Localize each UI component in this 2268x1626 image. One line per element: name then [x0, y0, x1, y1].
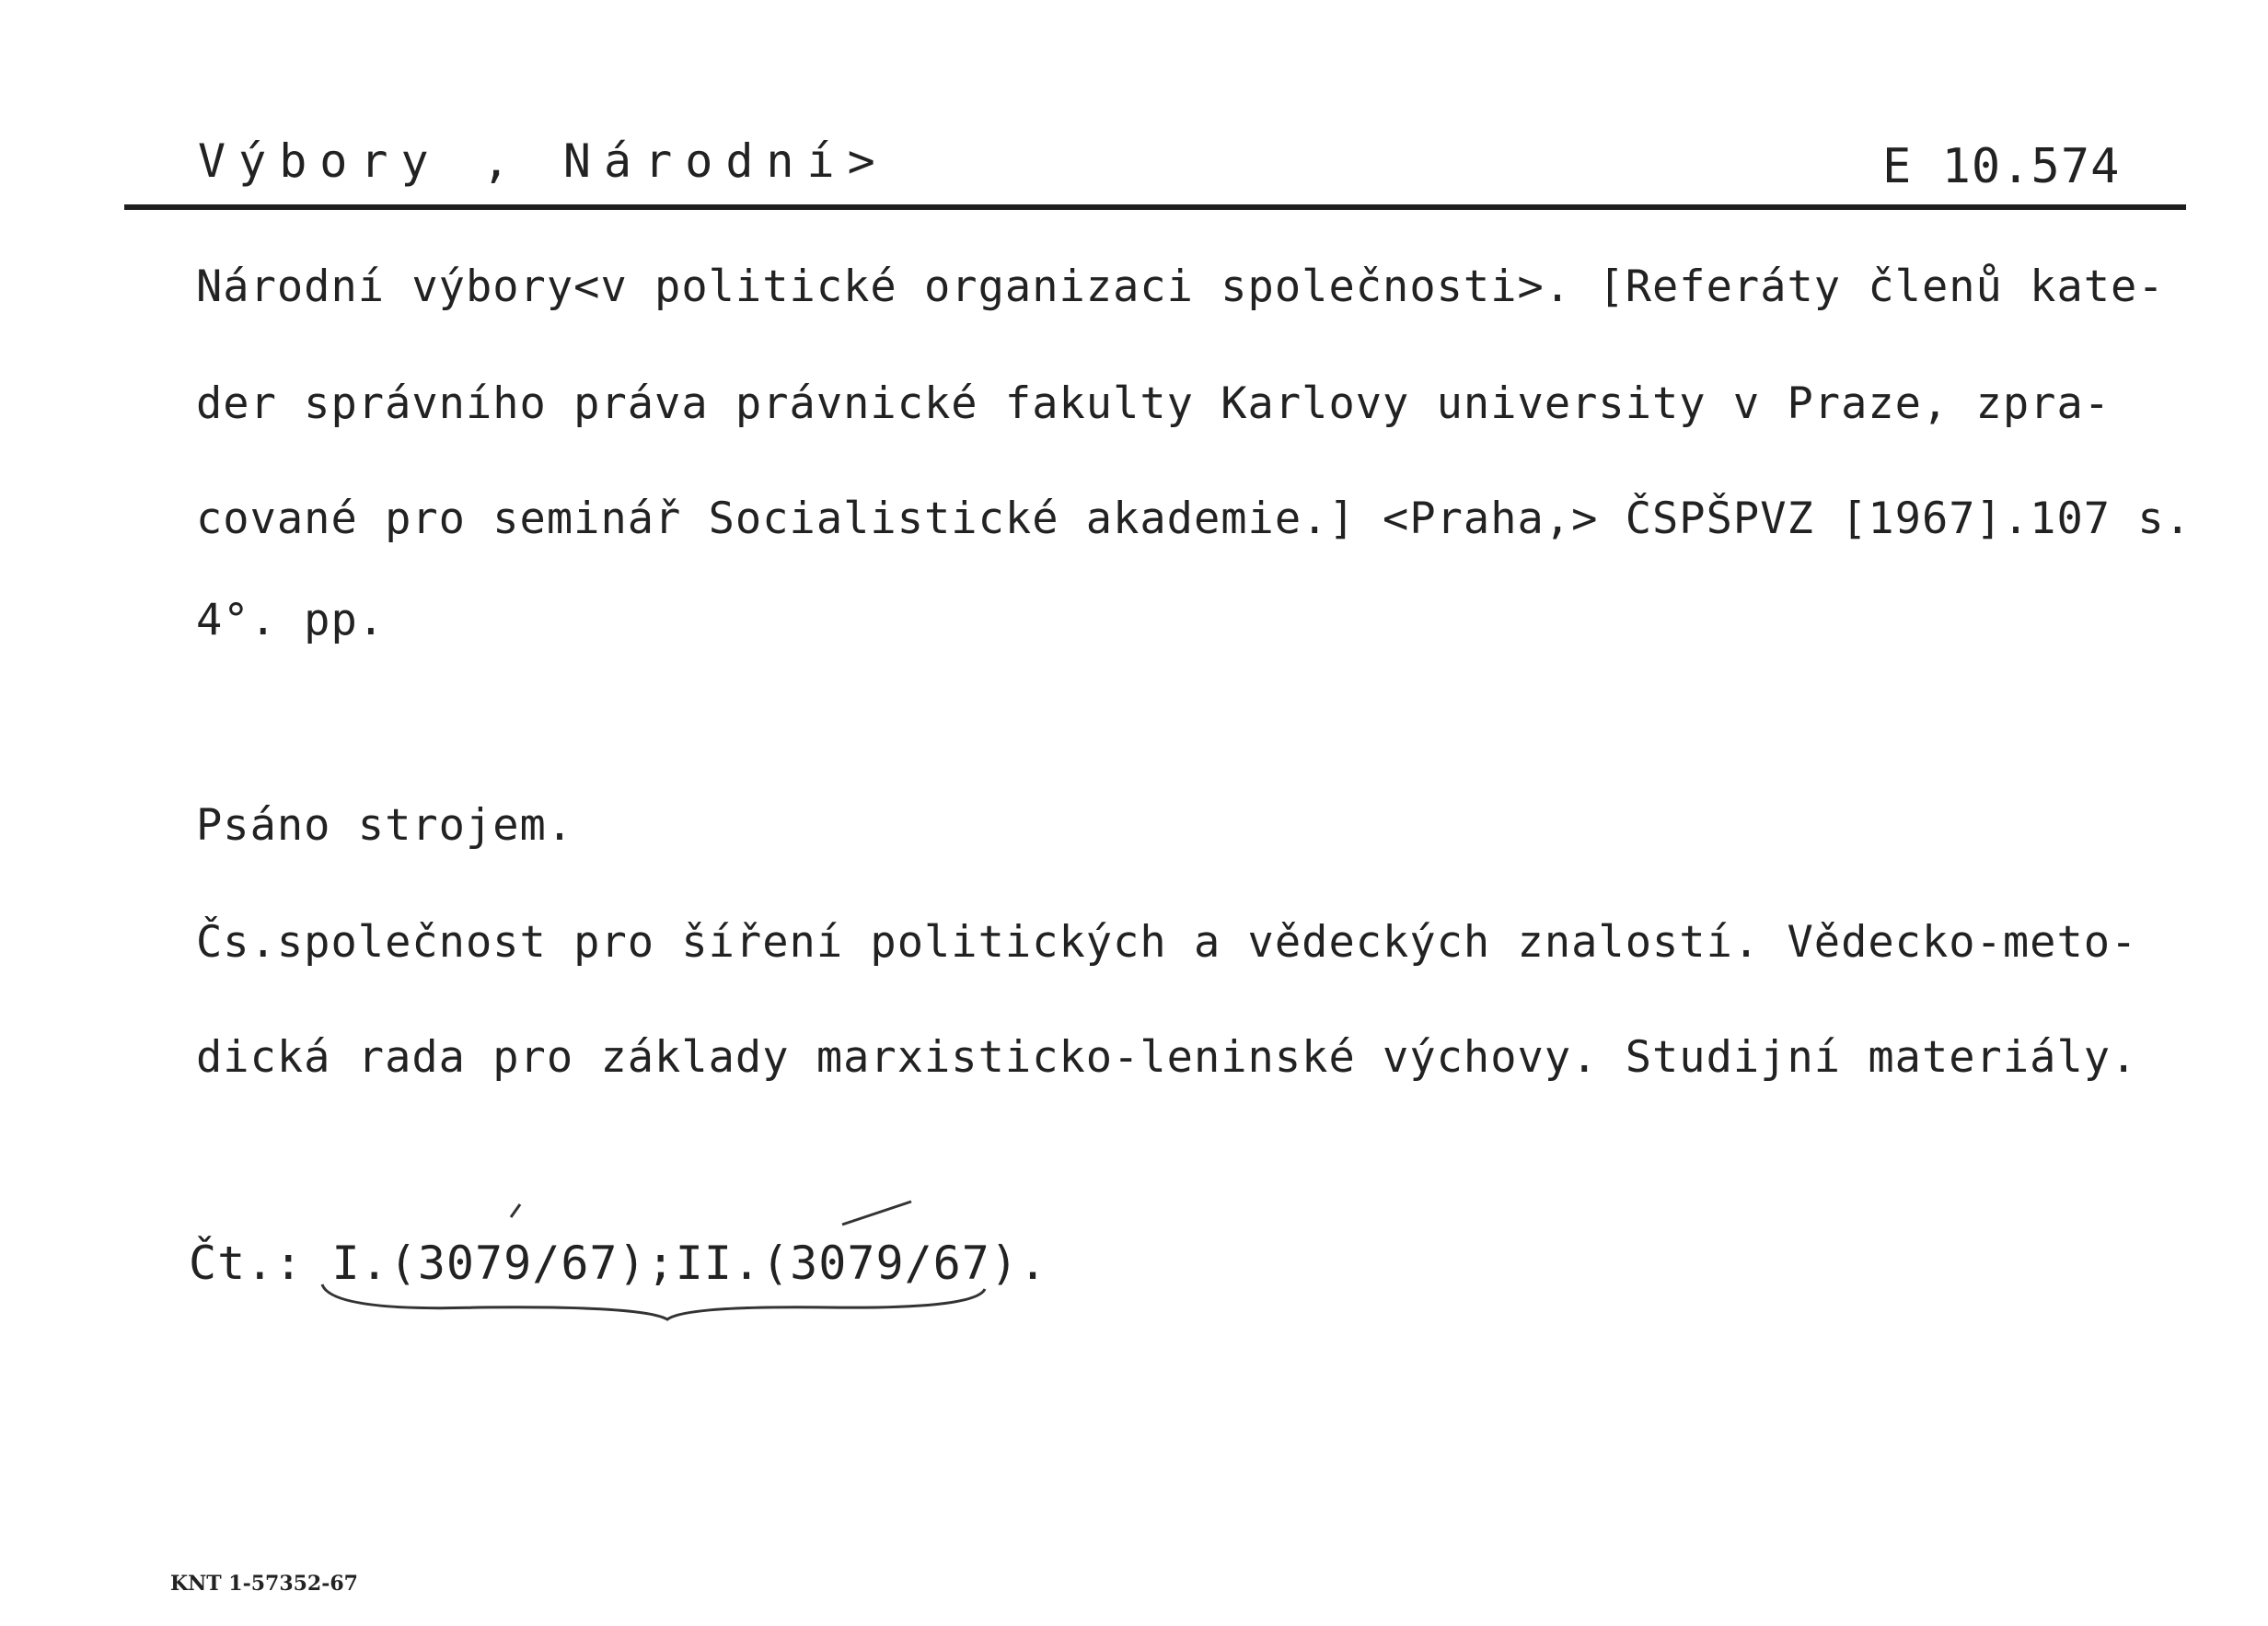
description-line-3: cované pro seminář Socialistické akademie.] <Praha,> ČSPŠPVZ [1967].107 s.: [196, 494, 2192, 544]
series-line-2: dická rada pro základy marxisticko-leninské výchovy. Studijní materiály.: [196, 1032, 2138, 1083]
reader-line: Čt.: I.(3079/67);II.(3079/67).: [189, 1237, 1048, 1290]
card-footer: KNT 1-57352-67: [170, 1572, 358, 1596]
brace-mark: [322, 1284, 985, 1319]
description-line-2: der správního práva právnické fakulty Karlovy university v Praze, zpra-: [196, 378, 2112, 429]
stroke-mark: [842, 1202, 911, 1225]
series-line-1: Čs.společnost pro šíření politických a vědeckých znalostí. Vědecko-meto-: [196, 917, 2138, 968]
note-line: Psáno strojem.: [196, 800, 574, 851]
description-line-1: Národní výbory<v politické organizaci společnosti>. [Referáty členů kate-: [196, 261, 2165, 312]
card-heading: Výbory , Národní>: [198, 134, 888, 188]
description-line-4: 4°. pp.: [196, 595, 386, 645]
shelf-signature: E 10.574: [1882, 139, 2121, 194]
tick-mark: [511, 1204, 520, 1217]
